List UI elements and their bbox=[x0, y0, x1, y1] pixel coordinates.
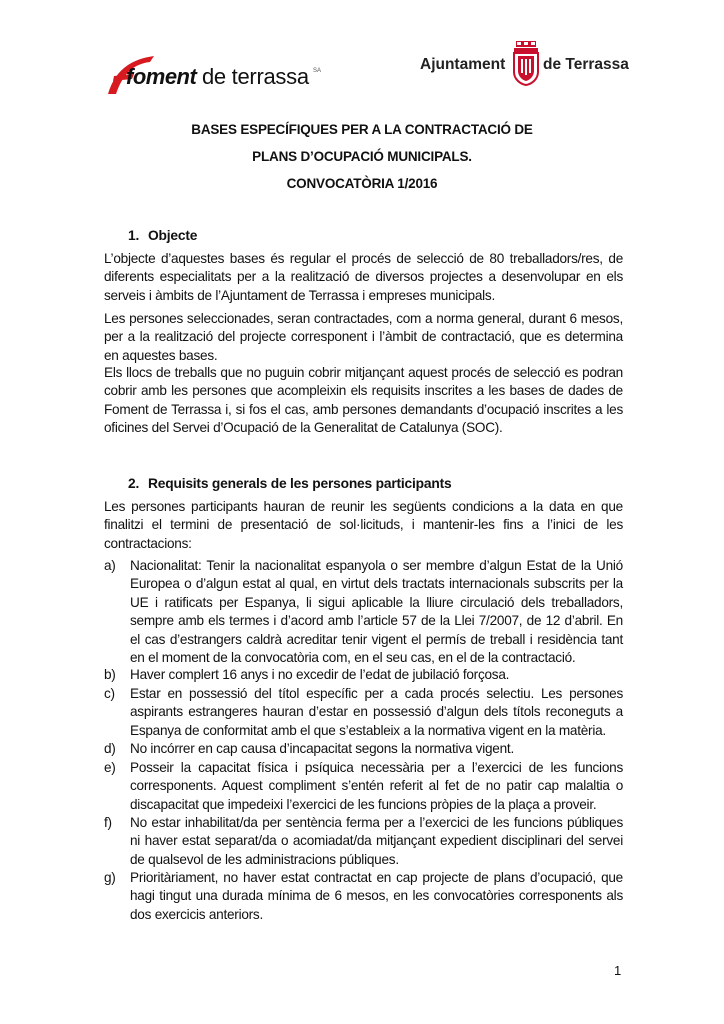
logo-brand-rest: de terrassa bbox=[202, 64, 309, 89]
list-item-label: d) bbox=[104, 741, 116, 756]
document-title-line-2: PLANS D’OCUPACIÓ MUNICIPALS. bbox=[252, 149, 472, 164]
logo-de-terrassa-text: de Terrassa bbox=[543, 56, 629, 73]
list-item-text: No incórrer en cap causa d’incapacitat segons la normativa vigent. bbox=[130, 741, 514, 756]
foment-de-terrassa-logo bbox=[104, 54, 324, 98]
list-item-label: a) bbox=[104, 558, 116, 573]
list-item bbox=[104, 869, 623, 924]
ajuntament-de-terrassa-logo bbox=[420, 40, 630, 90]
list-item bbox=[104, 740, 623, 758]
section-2-intro: Les persones participants hauran de reunir les següents condicions a la data en que finalitzi el termini de presentació de sol·licituds, i mantenir-les fins a l’inici de les contractacions: bbox=[104, 499, 623, 551]
list-item-text: Nacionalitat: Tenir la nacionalitat espanyola o ser membre d’algun Estat de la Unió Europea o d’algun estat al qual, en virtut dels tractats internacionals subscrits per la UE i ratificats per Espanya, li sigui aplicable la lliure circulació dels treballadors, sempre amb els termes i d’acord amb l’article 57 de la Llei 7/2007, de 12 d’abril. En el cas d’estrangers caldrà acreditar tenir vigent el permís de treball i residència tant en el moment de la convocatòria com, en el seu cas, en el de la contractació. bbox=[130, 558, 623, 666]
list-item bbox=[104, 814, 623, 869]
section-1-title: Objecte bbox=[148, 228, 198, 243]
list-item-text: Prioritàriament, no haver estat contractat en cap projecte de plans d’ocupació, que hagi tingut una durada mínima de 6 mesos, en les convocatòries corresponents als dos exercicis anteriors. bbox=[130, 870, 623, 922]
section-1-paragraph-3: Els llocs de treballs que no puguin cobrir mitjançant aquest procés de selecció es podran cobrir amb les persones que acompleixin els requisits inscrites a les bases de dades de Foment de Terrassa i, si fos el cas, amb persones demandants d’ocupació inscrites a les oficines del Servei d’Ocupació de la Generalitat de Catalunya (SOC). bbox=[104, 365, 623, 436]
page-number: 1 bbox=[614, 963, 622, 978]
list-item-label: e) bbox=[104, 760, 116, 775]
list-item bbox=[104, 759, 623, 814]
terrassa-coat-of-arms-icon bbox=[511, 40, 541, 86]
section-1-paragraph-2: Les persones seleccionades, seran contractades, com a norma general, durant 6 mesos, per a la realització del projecte corresponent i l’àmbit de contractació, que es determina en aquestes bases. bbox=[104, 311, 623, 363]
list-item-label: g) bbox=[104, 870, 116, 885]
section-2-number: 2. bbox=[128, 476, 140, 491]
list-item-label: b) bbox=[104, 667, 116, 682]
section-1-heading bbox=[128, 228, 197, 243]
section-1-paragraph-1: L’objecte d’aquestes bases és regular el procés de selecció de 80 treballadors/res, de diferents especialitats per a la realització de diversos projectes a desenvolupar en els serveis i àmbits de l’Ajuntament de Terrassa i empreses municipals. bbox=[104, 251, 623, 303]
list-item bbox=[104, 685, 623, 740]
list-item bbox=[104, 666, 623, 684]
list-item-label: f) bbox=[104, 815, 112, 830]
document-title-line-1: BASES ESPECÍFIQUES PER A LA CONTRACTACIÓ DE bbox=[191, 122, 533, 137]
section-2-title: Requisits generals de les persones participants bbox=[148, 476, 452, 491]
logo-suffix: SA bbox=[313, 68, 322, 74]
logo-brand-bold: foment bbox=[126, 64, 197, 89]
logo-ajuntament-text: Ajuntament bbox=[420, 56, 506, 73]
list-item-text: Posseir la capacitat física i psíquica necessària per a l’exercici de les funcions corresponents. Aquest compliment s’entén referit al fet de no patir cap malaltia o discapacitat que impedeixi l’exercici de les funcions pròpies de la plaça a proveir. bbox=[130, 760, 623, 812]
section-2-heading bbox=[128, 476, 451, 491]
list-item-text: Estar en possessió del títol específic per a cada procés selectiu. Les persones aspirants estrangeres hauran d’estar en possessió d’algun dels títols reconeguts a Espanya de conformitat amb el que s’estableix a la normativa vigent en la matèria. bbox=[130, 686, 623, 738]
list-item bbox=[104, 557, 623, 667]
list-item-label: c) bbox=[104, 686, 115, 701]
list-item-text: No estar inhabilitat/da per sentència ferma per a l’exercici de les funcions públiques ni haver estat separat/da o acomiadat/da mitjançant expedient disciplinari del servei de qualsevol de les administracions públiques. bbox=[130, 815, 623, 867]
list-item-text: Haver complert 16 anys i no excedir de l’edat de jubilació forçosa. bbox=[130, 667, 510, 682]
document-title-line-3: CONVOCATÒRIA 1/2016 bbox=[286, 176, 438, 191]
section-1-number: 1. bbox=[128, 228, 140, 243]
